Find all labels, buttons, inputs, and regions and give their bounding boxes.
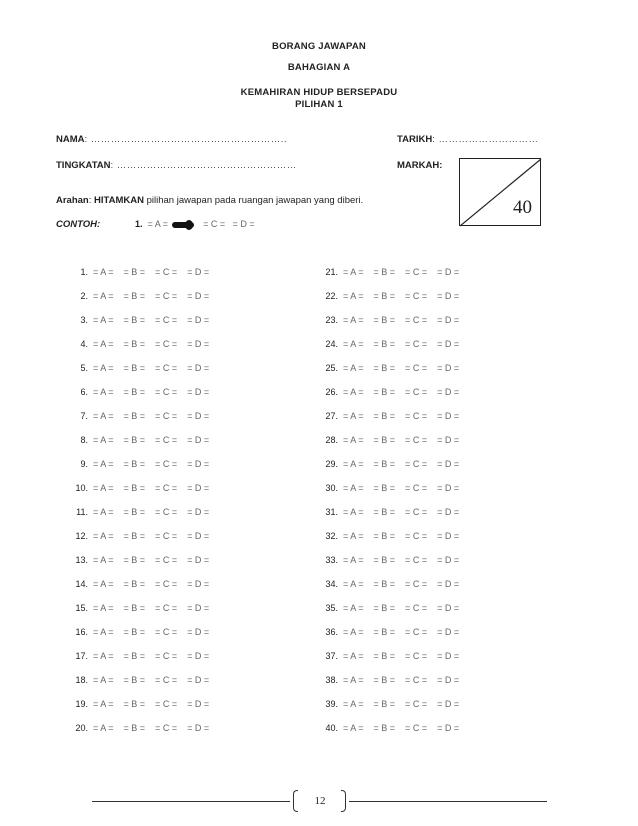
question-row bbox=[70, 483, 209, 493]
answer-options[interactable]: = A = = B = = C = = D = bbox=[343, 459, 460, 469]
instruction-text: pilihan jawapan pada ruangan jawapan yang diberi. bbox=[143, 195, 364, 206]
question-number: 23. bbox=[325, 315, 338, 325]
question-row bbox=[320, 339, 459, 349]
question-number: 37. bbox=[325, 651, 338, 661]
answer-options[interactable]: = A = = B = = C = = D = bbox=[93, 267, 210, 277]
question-row bbox=[70, 363, 209, 373]
example-option-a: = A = bbox=[147, 219, 169, 229]
answer-options[interactable]: = A = = B = = C = = D = bbox=[343, 267, 460, 277]
answer-options[interactable]: = A = = B = = C = = D = bbox=[93, 435, 210, 445]
question-row bbox=[70, 339, 209, 349]
option-title: PILIHAN 1 bbox=[295, 99, 343, 110]
answer-options[interactable]: = A = = B = = C = = D = bbox=[343, 651, 460, 661]
footer-line-left bbox=[92, 801, 290, 802]
question-row bbox=[70, 507, 209, 517]
question-number: 26. bbox=[325, 387, 338, 397]
answer-options[interactable]: = A = = B = = C = = D = bbox=[343, 723, 460, 733]
question-row bbox=[70, 651, 209, 661]
tingkatan-dots: : ……………………………………………… bbox=[110, 160, 297, 171]
question-row bbox=[70, 387, 209, 397]
question-number: 11. bbox=[76, 507, 88, 517]
tingkatan-field bbox=[56, 160, 297, 171]
footer-line-right bbox=[349, 801, 547, 802]
question-row bbox=[320, 507, 459, 517]
question-row bbox=[320, 651, 459, 661]
question-number: 29. bbox=[325, 459, 338, 469]
question-number: 22. bbox=[325, 291, 338, 301]
answer-options[interactable]: = A = = B = = C = = D = bbox=[343, 291, 460, 301]
question-number: 15. bbox=[75, 603, 88, 613]
tingkatan-label: TINGKATAN bbox=[56, 160, 111, 171]
question-row bbox=[320, 699, 459, 709]
question-row bbox=[320, 603, 459, 613]
answer-options[interactable]: = A = = B = = C = = D = bbox=[93, 555, 210, 565]
question-row bbox=[70, 723, 209, 733]
question-number: 10. bbox=[75, 483, 88, 493]
answer-options[interactable]: = A = = B = = C = = D = bbox=[93, 315, 210, 325]
question-row bbox=[70, 699, 209, 709]
question-number: 40. bbox=[325, 723, 338, 733]
question-row bbox=[320, 435, 459, 445]
example-options-rest: = C = = D = bbox=[203, 219, 255, 229]
question-row bbox=[320, 675, 459, 685]
example-number: 1. bbox=[135, 219, 143, 229]
answer-options[interactable]: = A = = B = = C = = D = bbox=[343, 627, 460, 637]
answer-options[interactable]: = A = = B = = C = = D = bbox=[93, 459, 210, 469]
example-answer bbox=[135, 219, 255, 229]
answer-options[interactable]: = A = = B = = C = = D = bbox=[93, 483, 210, 493]
markah-label: MARKAH: bbox=[397, 160, 443, 171]
subject-title: KEMAHIRAN HIDUP BERSEPADU bbox=[240, 87, 398, 98]
question-number: 9. bbox=[80, 459, 88, 469]
question-number: 18. bbox=[75, 675, 88, 685]
question-row bbox=[70, 315, 209, 325]
answer-options[interactable]: = A = = B = = C = = D = bbox=[343, 699, 460, 709]
question-number: 3. bbox=[80, 315, 88, 325]
answer-options[interactable]: = A = = B = = C = = D = bbox=[93, 651, 210, 661]
question-number: 16. bbox=[75, 627, 88, 637]
answer-options[interactable]: = A = = B = = C = = D = bbox=[93, 411, 210, 421]
tarikh-field bbox=[397, 134, 538, 145]
question-number: 24. bbox=[325, 339, 338, 349]
question-row bbox=[70, 411, 209, 421]
question-row bbox=[320, 459, 459, 469]
answer-options[interactable]: = A = = B = = C = = D = bbox=[93, 339, 210, 349]
question-row bbox=[320, 411, 459, 421]
answer-options[interactable]: = A = = B = = C = = D = bbox=[343, 555, 460, 565]
answer-options[interactable]: = A = = B = = C = = D = bbox=[93, 291, 210, 301]
example-row bbox=[56, 219, 100, 230]
question-number: 12. bbox=[75, 531, 88, 541]
question-row bbox=[320, 627, 459, 637]
question-row bbox=[320, 483, 459, 493]
answer-options[interactable]: = A = = B = = C = = D = bbox=[93, 363, 210, 373]
answer-options[interactable]: = A = = B = = C = = D = bbox=[343, 483, 460, 493]
question-row bbox=[70, 531, 209, 541]
bracket-right-icon bbox=[341, 790, 346, 812]
question-number: 6. bbox=[80, 387, 88, 397]
answer-options[interactable]: = A = = B = = C = = D = bbox=[93, 579, 210, 589]
answer-options[interactable]: = A = = B = = C = = D = bbox=[343, 363, 460, 373]
question-number: 7. bbox=[80, 411, 88, 421]
question-number: 5. bbox=[80, 363, 88, 373]
markah-field bbox=[397, 160, 442, 171]
question-row bbox=[320, 315, 459, 325]
question-number: 17. bbox=[75, 651, 88, 661]
question-number: 25. bbox=[325, 363, 338, 373]
answer-options[interactable]: = A = = B = = C = = D = bbox=[93, 387, 210, 397]
question-row bbox=[320, 291, 459, 301]
answer-options[interactable]: = A = = B = = C = = D = bbox=[93, 675, 210, 685]
instruction bbox=[56, 195, 363, 206]
question-number: 2. bbox=[80, 291, 88, 301]
question-number: 1. bbox=[80, 267, 88, 277]
answer-options[interactable]: = A = = B = = C = = D = bbox=[93, 627, 210, 637]
question-row bbox=[320, 387, 459, 397]
question-row bbox=[320, 579, 459, 589]
score-value: 40 bbox=[513, 197, 532, 218]
question-row bbox=[320, 363, 459, 373]
answer-options[interactable]: = A = = B = = C = = D = bbox=[343, 507, 460, 517]
question-row bbox=[70, 435, 209, 445]
answer-options[interactable]: = A = = B = = C = = D = bbox=[93, 531, 210, 541]
answer-options[interactable]: = A = = B = = C = = D = bbox=[343, 411, 460, 421]
answer-options[interactable]: = A = = B = = C = = D = bbox=[343, 603, 460, 613]
question-number: 39. bbox=[325, 699, 338, 709]
instruction-colon: : bbox=[88, 195, 95, 206]
question-row bbox=[320, 723, 459, 733]
answer-options[interactable]: = A = = B = = C = = D = bbox=[343, 675, 460, 685]
question-row bbox=[320, 267, 459, 277]
question-number: 8. bbox=[80, 435, 88, 445]
nama-field bbox=[56, 134, 287, 145]
question-number: 32. bbox=[325, 531, 338, 541]
answer-options[interactable]: = A = = B = = C = = D = bbox=[93, 699, 210, 709]
filled-bubble-icon bbox=[172, 222, 194, 228]
question-number: 34. bbox=[325, 579, 338, 589]
bracket-left-icon bbox=[293, 790, 298, 812]
question-number: 13. bbox=[75, 555, 88, 565]
question-number: 21. bbox=[325, 267, 338, 277]
instruction-action: HITAMKAN bbox=[94, 195, 144, 206]
section-title: BAHAGIAN A bbox=[287, 62, 351, 73]
question-number: 14. bbox=[75, 579, 88, 589]
page-number: 12 bbox=[314, 795, 326, 807]
question-row bbox=[320, 555, 459, 565]
question-row bbox=[70, 627, 209, 637]
question-number: 36. bbox=[325, 627, 338, 637]
question-row bbox=[70, 459, 209, 469]
answer-options[interactable]: = A = = B = = C = = D = bbox=[343, 531, 460, 541]
example-label: CONTOH: bbox=[56, 219, 101, 230]
answer-options[interactable]: = A = = B = = C = = D = bbox=[343, 315, 460, 325]
question-number: 19. bbox=[75, 699, 88, 709]
instruction-label: Arahan bbox=[56, 195, 89, 206]
tarikh-label: TARIKH bbox=[397, 134, 433, 145]
nama-dots: : ………………………………………………….. bbox=[84, 134, 288, 145]
question-number: 33. bbox=[325, 555, 338, 565]
question-row bbox=[70, 675, 209, 685]
answer-options[interactable]: = A = = B = = C = = D = bbox=[343, 435, 460, 445]
question-number: 38. bbox=[325, 675, 338, 685]
question-number: 35. bbox=[325, 603, 338, 613]
question-row bbox=[320, 531, 459, 541]
nama-label: NAMA bbox=[56, 134, 85, 145]
score-box bbox=[459, 158, 541, 226]
answer-options[interactable]: = A = = B = = C = = D = bbox=[343, 579, 460, 589]
answer-options[interactable]: = A = = B = = C = = D = bbox=[343, 339, 460, 349]
question-number: 30. bbox=[325, 483, 338, 493]
question-row bbox=[70, 603, 209, 613]
question-row bbox=[70, 555, 209, 565]
question-row bbox=[70, 291, 209, 301]
question-row bbox=[70, 579, 209, 589]
answer-options[interactable]: = A = = B = = C = = D = bbox=[93, 723, 210, 733]
question-row bbox=[70, 267, 209, 277]
question-number: 28. bbox=[325, 435, 338, 445]
answer-options[interactable]: = A = = B = = C = = D = bbox=[343, 387, 460, 397]
question-number: 31. bbox=[325, 507, 338, 517]
answer-options[interactable]: = A = = B = = C = = D = bbox=[93, 507, 210, 517]
question-number: 20. bbox=[75, 723, 88, 733]
tarikh-dots: : ………………………… bbox=[432, 134, 539, 145]
form-title: BORANG JAWAPAN bbox=[272, 41, 366, 52]
question-number: 4. bbox=[80, 339, 88, 349]
question-number: 27. bbox=[325, 411, 338, 421]
answer-options[interactable]: = A = = B = = C = = D = bbox=[93, 603, 210, 613]
